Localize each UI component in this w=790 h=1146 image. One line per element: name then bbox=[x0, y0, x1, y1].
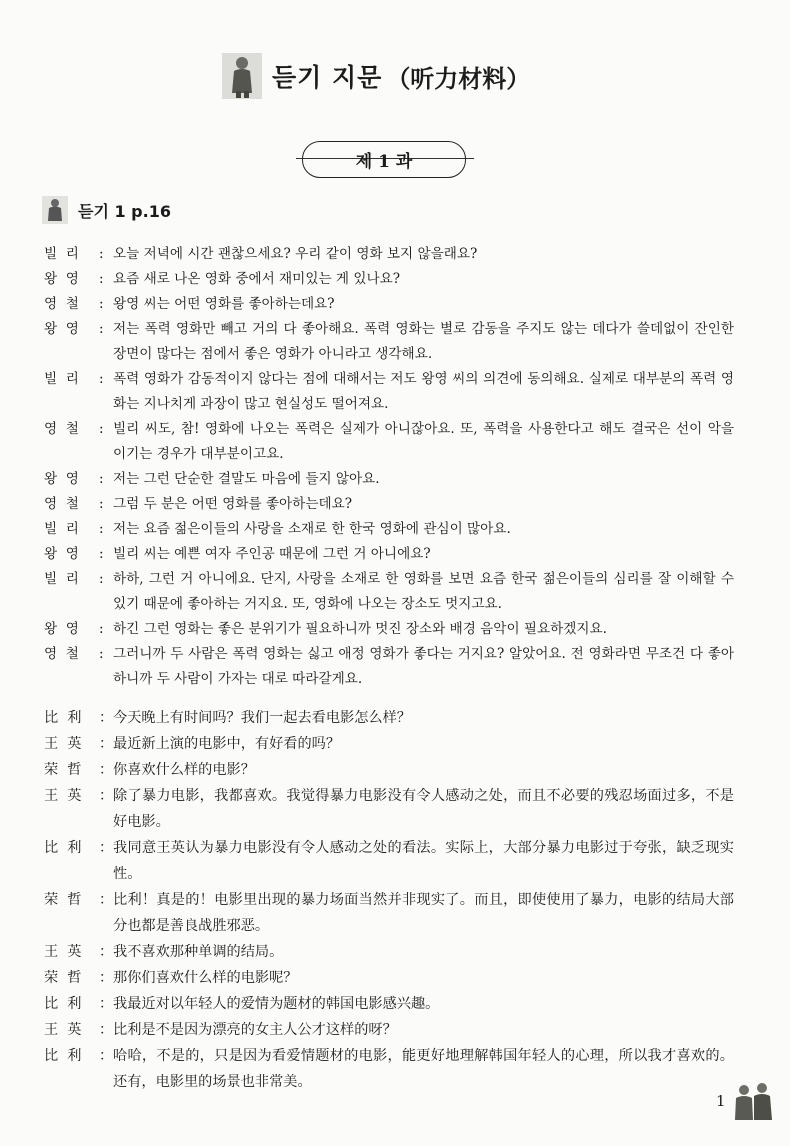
dialogue-line-korean bbox=[44, 267, 734, 292]
dialogue-line-korean bbox=[44, 517, 734, 542]
figure-statue-icon bbox=[222, 53, 262, 99]
dialogue-line-chinese bbox=[44, 1017, 734, 1043]
dialogue-text: 왕영 씨는 어떤 영화를 좋아하는데요? bbox=[113, 296, 335, 312]
korean-dialogue bbox=[44, 242, 734, 692]
dialogue-text: 폭력 영화가 감동적이지 않다는 점에 대해서는 저도 왕영 씨의 의견에 동의해요. 실제로 대부분의 폭력 영화는 지나치게 과장이 많고 현실성도 떨어져요. bbox=[113, 371, 734, 412]
page-subtitle: （听力材料） bbox=[386, 64, 531, 93]
dialogue-line-korean bbox=[44, 317, 734, 367]
dialogue-text: 요즘 새로 나온 영화 중에서 재미있는 게 있나요? bbox=[113, 271, 401, 287]
dialogue-line-korean bbox=[44, 567, 734, 617]
speaker-separator: ： bbox=[99, 788, 114, 804]
dialogue-line-korean bbox=[44, 542, 734, 567]
speaker-separator: : bbox=[99, 471, 104, 487]
speaker-name: 영 철 bbox=[44, 296, 79, 312]
speaker-name: 빌 리 bbox=[44, 571, 79, 587]
speaker-separator: ： bbox=[99, 840, 114, 856]
dialogue-text: 我不喜欢那种单调的结局。 bbox=[113, 944, 284, 960]
dialogue-text: 哈哈，不是的，只是因为看爱情题材的电影，能更好地理解韩国年轻人的心理，所以我才喜欢的。还有，电影里的场景也非常美。 bbox=[113, 1048, 734, 1090]
speaker-separator: : bbox=[99, 646, 104, 662]
page-header bbox=[222, 52, 530, 100]
dialogue-text: 你喜欢什么样的电影？ bbox=[113, 762, 255, 778]
dialogue-line-korean bbox=[44, 367, 734, 417]
speaker-separator: ： bbox=[99, 996, 114, 1012]
speaker-separator: ： bbox=[99, 944, 114, 960]
figure-group-icon bbox=[730, 1080, 778, 1124]
speaker-separator: ： bbox=[99, 736, 114, 752]
dialogue-line-korean bbox=[44, 292, 734, 317]
lesson-label: 제 1 과 bbox=[302, 141, 466, 178]
speaker-separator: : bbox=[99, 546, 104, 562]
dialogue-text: 저는 폭력 영화만 빼고 거의 다 좋아해요. 폭력 영화는 별로 감동을 주지도 않는 데다가 쓸데없이 잔인한 장면이 많다는 점에서 좋은 영화가 아니라고 생각해요. bbox=[113, 321, 734, 362]
speaker-name: 荣 哲 bbox=[44, 892, 82, 908]
dialogue-text: 我同意王英认为暴力电影没有令人感动之处的看法。实际上，大部分暴力电影过于夸张，缺乏现实性。 bbox=[113, 840, 734, 882]
dialogue-text: 그럼 두 분은 어떤 영화를 좋아하는데요? bbox=[113, 496, 352, 512]
dialogue-line-korean bbox=[44, 642, 734, 692]
speaker-name: 比 利 bbox=[44, 710, 82, 726]
speaker-name: 王 英 bbox=[44, 736, 82, 752]
speaker-separator: ： bbox=[99, 970, 114, 986]
dialogue-line-chinese bbox=[44, 783, 734, 835]
figure-statue-small-icon bbox=[42, 196, 68, 224]
speaker-separator: ： bbox=[99, 1048, 114, 1064]
dialogue-line-korean bbox=[44, 467, 734, 492]
speaker-separator: : bbox=[99, 371, 104, 387]
dialogue-line-korean bbox=[44, 617, 734, 642]
chinese-dialogue bbox=[44, 705, 734, 1095]
page-number: 1 bbox=[716, 1092, 726, 1110]
speaker-separator: : bbox=[99, 271, 104, 287]
speaker-name: 왕 영 bbox=[44, 471, 79, 487]
speaker-name: 王 英 bbox=[44, 944, 82, 960]
speaker-separator: : bbox=[99, 571, 104, 587]
speaker-separator: : bbox=[99, 521, 104, 537]
section-heading bbox=[42, 196, 171, 224]
dialogue-line-korean bbox=[44, 242, 734, 267]
speaker-separator: : bbox=[99, 321, 104, 337]
dialogue-line-chinese bbox=[44, 731, 734, 757]
speaker-name: 王 英 bbox=[44, 788, 82, 804]
dialogue-text: 그러니까 두 사람은 폭력 영화는 싫고 애정 영화가 좋다는 거지요? 알았어요. 전 영화라면 무조건 다 좋아하니까 두 사람이 가자는 대로 따라갈게요. bbox=[113, 646, 734, 687]
speaker-name: 영 철 bbox=[44, 496, 79, 512]
dialogue-line-chinese bbox=[44, 1043, 734, 1095]
page-title: 듣기 지문 bbox=[272, 63, 383, 92]
speaker-name: 왕 영 bbox=[44, 621, 79, 637]
dialogue-text: 저는 그런 단순한 결말도 마음에 들지 않아요. bbox=[113, 471, 380, 487]
speaker-separator: : bbox=[99, 621, 104, 637]
speaker-name: 왕 영 bbox=[44, 321, 79, 337]
dialogue-line-chinese bbox=[44, 835, 734, 887]
dialogue-text: 저는 요즘 젊은이들의 사랑을 소재로 한 한국 영화에 관심이 많아요. bbox=[113, 521, 511, 537]
speaker-name: 比 利 bbox=[44, 840, 82, 856]
dialogue-line-chinese bbox=[44, 757, 734, 783]
section-label: 듣기 1 p.16 bbox=[78, 201, 171, 221]
dialogue-text: 比利！真是的！电影里出现的暴力场面当然并非现实了。而且，即使使用了暴力，电影的结局大部分也都是善良战胜邪恶。 bbox=[113, 892, 734, 934]
dialogue-line-chinese bbox=[44, 991, 734, 1017]
dialogue-line-chinese bbox=[44, 887, 734, 939]
dialogue-line-chinese bbox=[44, 939, 734, 965]
speaker-separator: : bbox=[99, 246, 104, 262]
speaker-name: 빌 리 bbox=[44, 371, 79, 387]
speaker-name: 빌 리 bbox=[44, 246, 79, 262]
speaker-name: 比 利 bbox=[44, 1048, 82, 1064]
dialogue-text: 今天晚上有时间吗？我们一起去看电影怎么样？ bbox=[113, 710, 411, 726]
speaker-name: 왕 영 bbox=[44, 271, 79, 287]
speaker-name: 荣 哲 bbox=[44, 762, 82, 778]
dialogue-line-chinese bbox=[44, 965, 734, 991]
dialogue-text: 那你们喜欢什么样的电影呢？ bbox=[113, 970, 298, 986]
speaker-name: 영 철 bbox=[44, 421, 79, 437]
speaker-separator: : bbox=[99, 296, 104, 312]
speaker-separator: : bbox=[99, 421, 104, 437]
speaker-name: 왕 영 bbox=[44, 546, 79, 562]
dialogue-text: 빌리 씨는 예쁜 여자 주인공 때문에 그런 거 아니에요? bbox=[113, 546, 431, 562]
dialogue-text: 我最近对以年轻人的爱情为题材的韩国电影感兴趣。 bbox=[113, 996, 440, 1012]
dialogue-line-korean bbox=[44, 492, 734, 517]
speaker-separator: ： bbox=[99, 1022, 114, 1038]
speaker-name: 빌 리 bbox=[44, 521, 79, 537]
dialogue-text: 하하, 그런 거 아니에요. 단지, 사랑을 소재로 한 영화를 보면 요즘 한국 젊은이들의 심리를 잘 이해할 수 있기 때문에 좋아하는 거지요. 또, 영화에 나오는 장소도 멋지고요. bbox=[113, 571, 734, 612]
speaker-name: 比 利 bbox=[44, 996, 82, 1012]
dialogue-text: 빌리 씨도, 참! 영화에 나오는 폭력은 실제가 아니잖아요. 또, 폭력을 사용한다고 해도 결국은 선이 악을 이기는 경우가 대부분이고요. bbox=[113, 421, 734, 462]
dialogue-text: 하긴 그런 영화는 좋은 분위기가 필요하니까 멋진 장소와 배경 음악이 필요하겠지요. bbox=[113, 621, 608, 637]
dialogue-text: 比利是不是因为漂亮的女主人公才这样的呀？ bbox=[113, 1022, 397, 1038]
speaker-name: 영 철 bbox=[44, 646, 79, 662]
speaker-name: 王 英 bbox=[44, 1022, 82, 1038]
dialogue-line-korean bbox=[44, 417, 734, 467]
dialogue-line-chinese bbox=[44, 705, 734, 731]
speaker-separator: ： bbox=[99, 710, 114, 726]
speaker-separator: : bbox=[99, 496, 104, 512]
speaker-separator: ： bbox=[99, 762, 114, 778]
dialogue-text: 最近新上演的电影中，有好看的吗？ bbox=[113, 736, 341, 752]
speaker-separator: ： bbox=[99, 892, 114, 908]
dialogue-text: 오늘 저녁에 시간 괜찮으세요? 우리 같이 영화 보지 않을래요? bbox=[113, 246, 478, 262]
dialogue-text: 除了暴力电影，我都喜欢。我觉得暴力电影没有令人感动之处，而且不必要的残忍场面过多，不是好电影。 bbox=[113, 788, 734, 830]
speaker-name: 荣 哲 bbox=[44, 970, 82, 986]
